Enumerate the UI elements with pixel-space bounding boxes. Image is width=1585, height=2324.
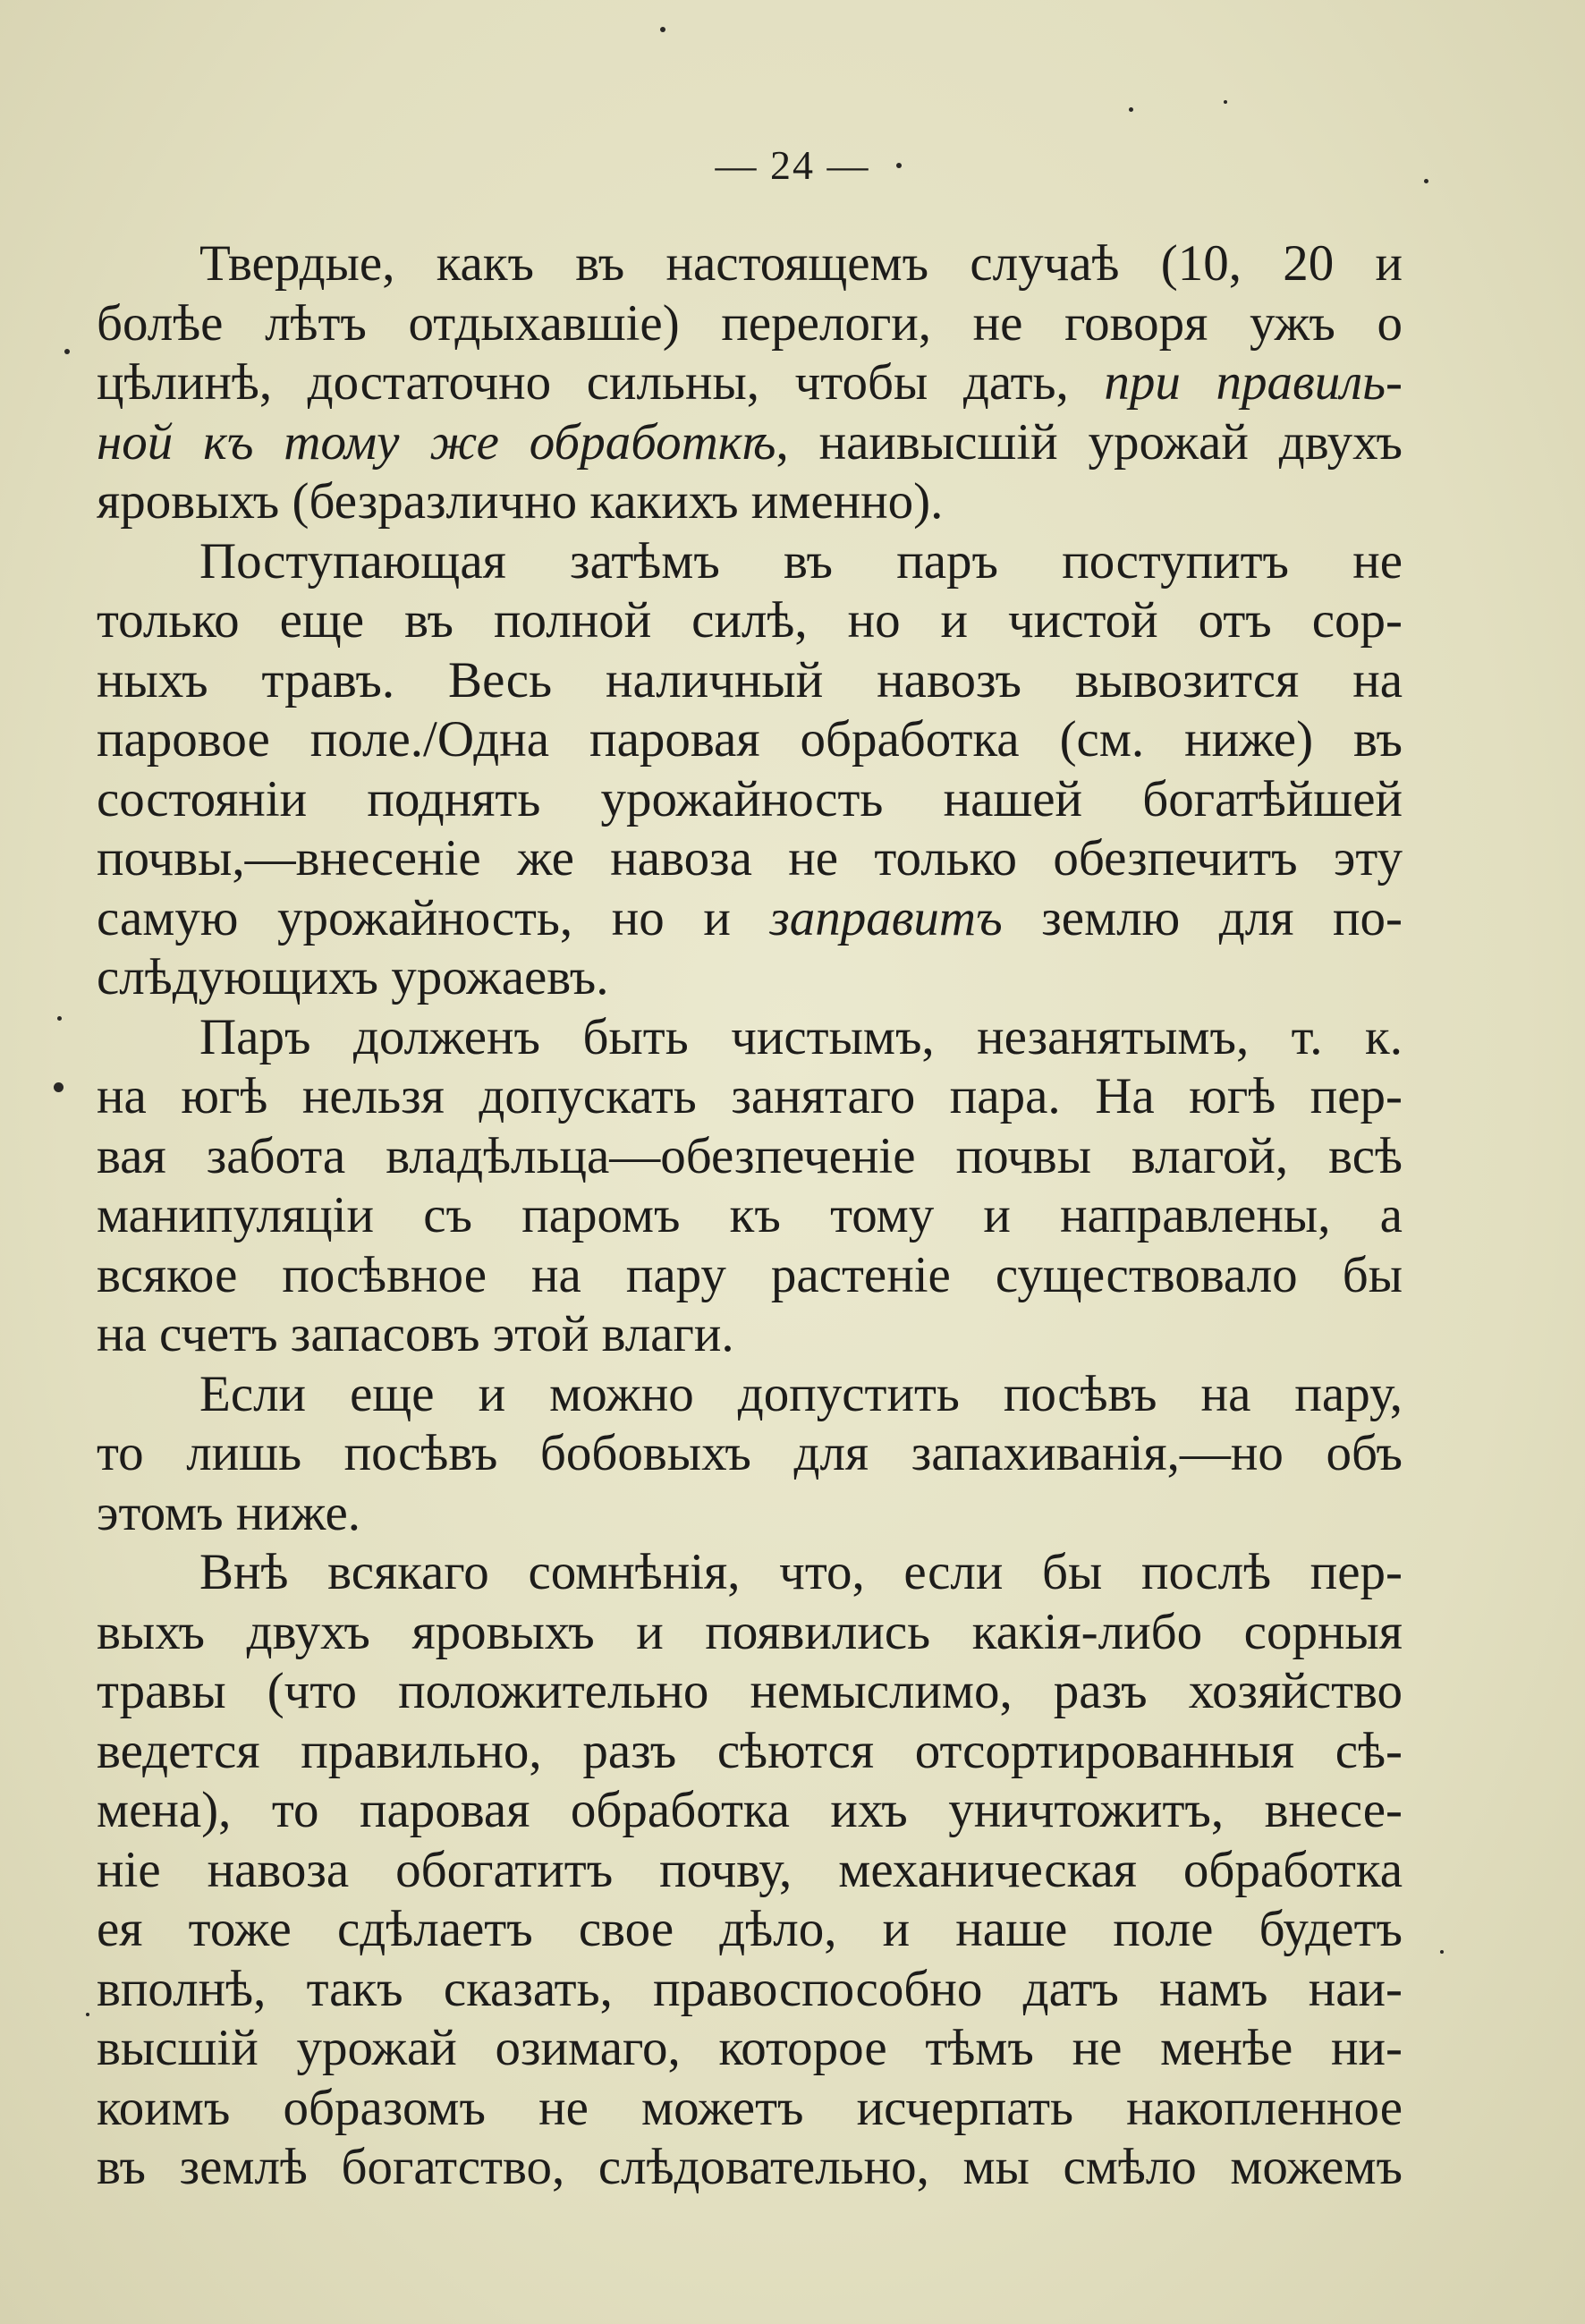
text-line <box>97 1305 1403 1365</box>
text-line <box>97 1781 1403 1841</box>
text-line <box>97 1186 1403 1246</box>
text-line <box>97 413 1403 473</box>
text-line <box>97 651 1403 711</box>
scan-speck <box>1440 1950 1444 1954</box>
text-line <box>97 294 1403 354</box>
text-run: Внѣ всякаго сомнѣнія, что, если бы послѣ пер- <box>199 1544 1403 1600</box>
text-run: почвы,—внесеніе же навоза не только обезпечитъ эту <box>97 830 1403 886</box>
text-run: , наивысшій урожай двухъ <box>776 413 1403 471</box>
text-line <box>97 1246 1403 1306</box>
scan-speck <box>54 1082 64 1092</box>
text-run: ніе навоза обогатитъ почву, механическая обработка <box>97 1841 1403 1898</box>
text-line <box>97 1900 1403 1960</box>
text-run: на югѣ нельзя допускать занятаго пара. На югѣ пер- <box>97 1068 1403 1124</box>
text-line <box>97 2019 1403 2079</box>
body-text <box>97 234 1403 2198</box>
text-run: на счетъ запасовъ этой влаги. <box>97 1306 734 1362</box>
text-run: только еще въ полной силѣ, но и чистой отъ сор- <box>97 592 1403 649</box>
text-run: слѣдующихъ урожаевъ. <box>97 949 609 1005</box>
text-run: ея тоже сдѣлаетъ свое дѣло, и наше поле будетъ <box>97 1901 1403 1957</box>
text-run: цѣлинѣ, достаточно сильны, чтобы дать, <box>97 354 1105 411</box>
scan-speck <box>64 349 70 354</box>
text-run: выхъ двухъ яровыхъ и появились какія-либо сорныя <box>97 1603 1403 1660</box>
text-run: въ землѣ богатство, слѣдовательно, мы смѣло можемъ <box>97 2139 1403 2195</box>
italic-emphasis: заправитъ <box>769 889 1003 946</box>
text-line <box>97 1841 1403 1901</box>
paragraph <box>97 1008 1403 1365</box>
text-run: ведется правильно, разъ сѣются отсортированныя сѣ- <box>97 1722 1403 1779</box>
text-line <box>97 770 1403 830</box>
text-run: то лишь посѣвъ бобовыхъ для запахиванія,—но объ <box>97 1425 1403 1481</box>
text-line <box>97 1543 1403 1603</box>
text-run: Если еще и можно допустить посѣвъ на пару, <box>199 1365 1403 1422</box>
text-line <box>97 1008 1403 1068</box>
paragraph <box>97 234 1403 532</box>
text-line <box>97 1067 1403 1127</box>
text-run: всякое посѣвное на пару растеніе существовало бы <box>97 1246 1403 1303</box>
text-run: травы (что положительно немыслимо, разъ хозяйство <box>97 1663 1403 1719</box>
text-run: коимъ образомъ не можетъ исчерпать накопленное <box>97 2079 1403 2136</box>
text-line <box>97 591 1403 651</box>
page-number: — 24 — <box>715 142 870 188</box>
text-line <box>97 829 1403 889</box>
text-run: высшій урожай озимаго, которое тѣмъ не менѣе ни- <box>97 2020 1403 2076</box>
text-line <box>97 1424 1403 1484</box>
text-run: Паръ долженъ быть чистымъ, незанятымъ, т. к. <box>199 1008 1403 1065</box>
text-line <box>97 234 1403 294</box>
text-line <box>97 889 1403 949</box>
text-line <box>97 353 1403 413</box>
text-line <box>97 1127 1403 1187</box>
scan-speck <box>57 1016 62 1021</box>
text-run: вая забота владѣльца—обезпеченіе почвы влагой, всѣ <box>97 1127 1403 1184</box>
text-run: паровое поле./Одна паровая обработка (см. ниже) въ <box>97 711 1403 768</box>
text-run: землю для по- <box>1002 889 1403 946</box>
text-line <box>97 710 1403 770</box>
scan-speck <box>1129 107 1133 112</box>
text-run: яровыхъ (безразлично какихъ именно). <box>97 473 944 530</box>
text-run: самую урожайность, но и <box>97 889 770 946</box>
text-line <box>97 1722 1403 1782</box>
text-line <box>97 1662 1403 1722</box>
text-line <box>97 1365 1403 1425</box>
paragraph <box>97 1543 1403 2198</box>
italic-emphasis: при правиль- <box>1104 354 1403 411</box>
text-run: манипуляціи съ паромъ къ тому и направлены, а <box>97 1187 1403 1243</box>
text-line <box>97 948 1403 1008</box>
text-line <box>97 2138 1403 2198</box>
paragraph <box>97 532 1403 1008</box>
text-run: Твердые, какъ въ настоящемъ случаѣ (10, 20 и <box>199 235 1403 292</box>
text-line <box>97 532 1403 592</box>
scan-speck <box>1424 179 1428 183</box>
italic-emphasis: ной къ тому же обработкѣ <box>97 413 776 471</box>
text-line <box>97 2079 1403 2139</box>
text-run: мена), то паровая обработка ихъ уничтожитъ, внесе- <box>97 1782 1403 1838</box>
text-run: ныхъ травъ. Весь наличный навозъ вывозится на <box>97 651 1403 708</box>
text-run: вполнѣ, такъ сказать, правоспособно датъ намъ наи- <box>97 1960 1403 2017</box>
text-line <box>97 1603 1403 1663</box>
text-line <box>97 472 1403 532</box>
scan-speck <box>1224 100 1227 104</box>
text-run: болѣе лѣтъ отдыхавшіе) перелоги, не говоря ужъ о <box>97 294 1403 352</box>
scan-speck <box>660 27 665 32</box>
text-run: состояніи поднять урожайность нашей богатѣйшей <box>97 770 1403 827</box>
paragraph <box>97 1365 1403 1544</box>
scan-speck <box>86 2013 89 2016</box>
text-run: Поступающая затѣмъ въ паръ поступитъ не <box>199 532 1403 589</box>
text-run: этомъ ниже. <box>97 1484 361 1541</box>
text-line <box>97 1484 1403 1544</box>
text-line <box>97 1960 1403 2020</box>
scan-speck <box>896 163 902 168</box>
